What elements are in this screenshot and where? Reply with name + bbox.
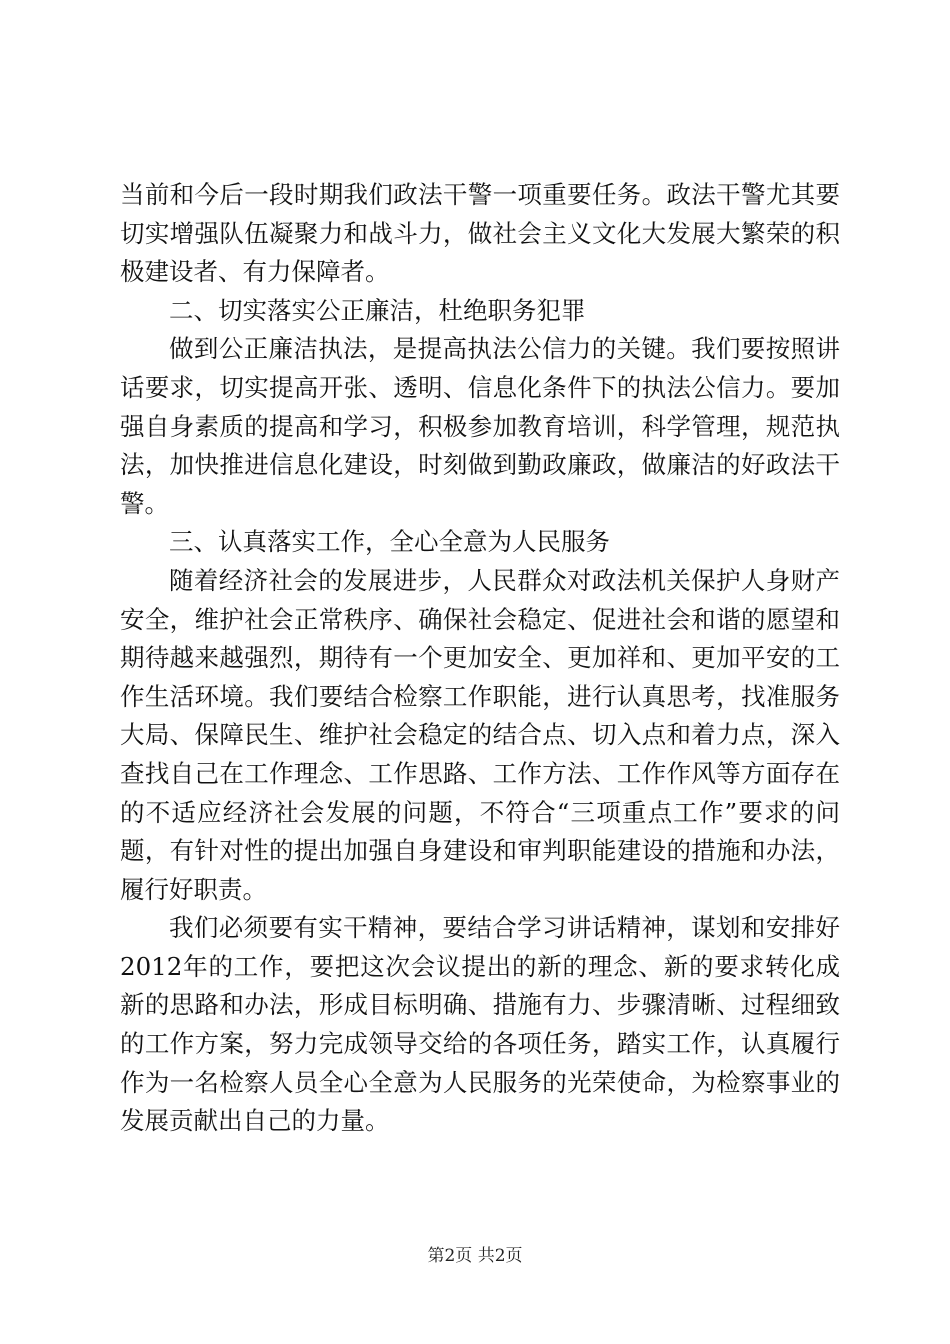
paragraph-integrity: 做到公正廉洁执法，是提高执法公信力的关键。我们要按照讲话要求，切实提高开张、透明、信息化条件下的执法公信力。要加强自身素质的提高和学习，积极参加教育培训，科学管理，规范执法，加快推进信息化建设，时刻做到勤政廉政，做廉洁的好政法干警。 <box>120 334 840 518</box>
section-heading-3: 三、认真落实工作，全心全意为人民服务 <box>169 527 610 557</box>
paragraph-service: 随着经济社会的发展进步，人民群众对政法机关保护人身财产安全，维护社会正常秩序、确保社会稳定、促进社会和谐的愿望和期待越来越强烈，期待有一个更加安全、更加祥和、更加平安的工作生活环境。我们要结合检察工作职能，进行认真思考，找准服务大局、保障民生、维护社会稳定的结合点、切入点和着力点，深入查找自己在工作理念、工作思路、工作方法、工作作风等方面存在的不适应经济社会发展的问题，不符合“三项重点工作”要求的问题，有针对性的提出加强自身建设和审判职能建设的措施和办法，履行好职责。 <box>120 565 840 904</box>
paragraph-conclusion: 我们必须要有实干精神，要结合学习讲话精神，谋划和安排好2012年的工作，要把这次会议提出的新的理念、新的要求转化成新的思路和办法，形成目标明确、措施有力、步骤清晰、过程细致的工作方案，努力完成领导交给的各项任务，踏实工作，认真履行作为一名检察人员全心全意为人民服务的光荣使命，为检察事业的发展贡献出自己的力量。 <box>120 913 840 1136</box>
section-heading-2: 二、切实落实公正廉洁，杜绝职务犯罪 <box>169 295 586 325</box>
page-number-footer: 第2页 共2页 <box>427 1246 523 1266</box>
paragraph-continuation: 当前和今后一段时期我们政法干警一项重要任务。政法干警尤其要切实增强队伍凝聚力和战斗力，做社会主义文化大发展大繁荣的积极建设者、有力保障者。 <box>120 180 840 287</box>
document-body <box>120 176 840 1141</box>
